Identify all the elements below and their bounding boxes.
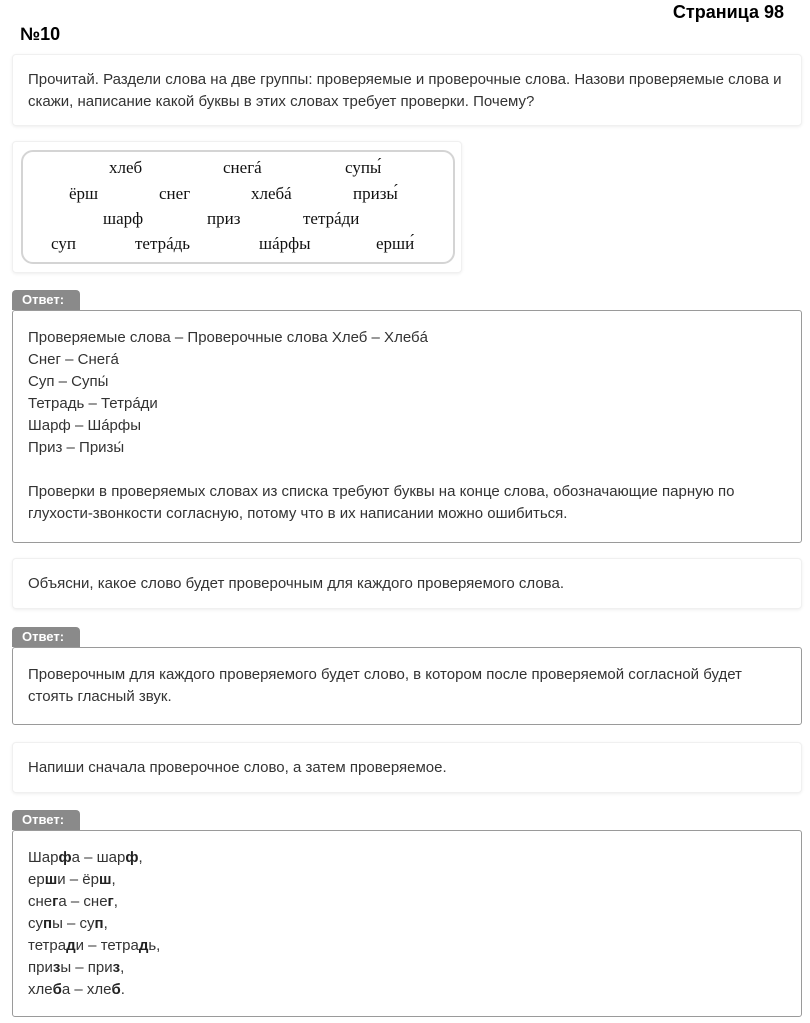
word: ёрш xyxy=(69,184,99,203)
word-panel xyxy=(12,141,462,273)
task-number: №10 xyxy=(20,24,61,44)
answer-pair: ерши – ёрш, xyxy=(28,871,116,888)
answer-2 xyxy=(12,647,802,725)
answer-label: Ответ: xyxy=(12,627,80,647)
question-3 xyxy=(12,742,802,793)
answer-pair: снега – снег, xyxy=(28,893,118,910)
answer-pair: супы – суп, xyxy=(28,915,108,932)
page-number: Страница 98 xyxy=(672,2,784,22)
word: ерши́ xyxy=(376,234,415,253)
word: тетрáдь xyxy=(135,234,191,253)
answer-pair: хлеба – хлеб. xyxy=(28,981,125,998)
answer-2-text: Проверочным для каждого проверяемого будет слово, в котором после проверяемой согласной будет стоять гласный звук. xyxy=(28,666,742,705)
question-2 xyxy=(12,558,802,609)
answer-1 xyxy=(12,310,802,543)
question-2-text: Объясни, какое слово будет проверочным для каждого проверяемого слова. xyxy=(28,575,564,592)
answer-line: Снег – Снегá xyxy=(28,351,119,368)
word: хлеб xyxy=(109,158,143,177)
word: снегá xyxy=(223,158,262,177)
answer-pair: тетради – тетрадь, xyxy=(28,937,161,954)
answer-line: Шарф – Шáрфы xyxy=(28,417,142,434)
question-3-text: Напиши сначала проверочное слово, а затем проверяемое. xyxy=(28,759,447,776)
word: снег xyxy=(159,184,191,203)
answer-paragraph: Проверки в проверяемых словах из списка требуют буквы на конце слова, обозначающие парную по глухости-звонкости согласную, потому что в их написании можно ошибиться. xyxy=(28,483,735,522)
word: шáрфы xyxy=(259,234,311,253)
word: суп xyxy=(51,234,76,253)
answer-line: Проверяемые слова – Проверочные слова Хлеб – Хлебá xyxy=(28,329,428,346)
question-1-text: Прочитай. Раздели слова на две группы: проверяемые и проверочные слова. Назови проверяемые слова и скажи, написание какой буквы в этих словах требует проверки. Почему? xyxy=(28,71,782,110)
word: приз xyxy=(207,209,241,228)
answer-label: Ответ: xyxy=(12,290,80,310)
answer-pair: призы – приз, xyxy=(28,959,125,976)
answer-line: Приз – Призы́ xyxy=(28,439,125,456)
answer-pair: Шарфа – шарф, xyxy=(28,849,143,866)
answer-label: Ответ: xyxy=(12,810,80,830)
word: тетрáди xyxy=(303,209,360,228)
answer-3 xyxy=(12,830,802,1017)
word: шарф xyxy=(103,209,144,228)
word: супы́ xyxy=(345,158,382,177)
question-1 xyxy=(12,54,802,126)
word-box xyxy=(21,150,455,264)
word: призы́ xyxy=(353,184,398,203)
answer-line: Суп – Супы́ xyxy=(28,373,109,390)
word: хлебá xyxy=(251,184,292,203)
answer-line: Тетрадь – Тетрáди xyxy=(28,395,158,412)
